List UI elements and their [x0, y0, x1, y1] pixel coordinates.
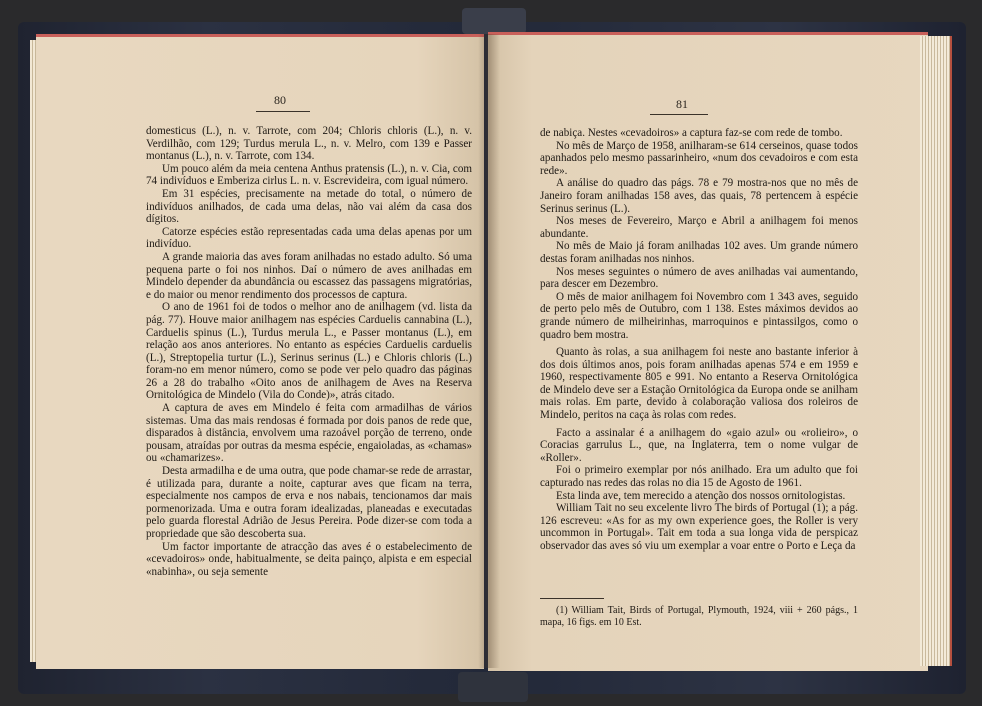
- paragraph: A captura de aves em Mindelo é feita com armadilhas de vários sistemas. Uma das mais rendosas é formada por dois panos de rede que, disparados à distância, envolvem uma razoável porção de terreno, onde pousam, atraídas por outras da mesma espécie, engaioladas, as «chamas» ou «chamarizes».: [146, 402, 472, 465]
- paragraph: No mês de Março de 1958, anilharam-se 614 cerseinos, quase todos apanhados pelo mesmo passarinheiro, «num dos cevadoiros e com esta rede».: [540, 139, 858, 177]
- paragraph: Nos meses seguintes o número de aves anilhadas vai aumentando, para descer em Dezembro.: [540, 265, 858, 291]
- paragraph: Um pouco além da meia centena Anthus pratensis (L.), n. v. Cia, com 74 indivíduos e Emberiza cirlus L. n. v. Escrevideira, com igual número.: [146, 162, 472, 188]
- book-spine-top: [462, 8, 526, 34]
- paragraph: Esta linda ave, tem merecido a atenção dos nossos ornitologistas.: [556, 489, 846, 502]
- paragraph: No mês de Maio já foram anilhadas 102 aves. Um grande número destas foram anilhadas nos ninhos.: [540, 240, 858, 265]
- header-rule: [256, 111, 310, 112]
- paragraph: Quanto às rolas, a sua anilhagem foi neste ano bastante inferior à dos dois últimos anos, pois foram anilhadas apenas 574 e em 1959 e 1960, respectivamente 805 e 991. No entanto a Reserva Ornitológica de Mindelo deve ser a Estação Ornitológica da Europa onde se anilham mais rolas. Em parte, devido à colaboração valiosa dos roleiros de Mindelo, peritos na caça às rolas com redes.: [540, 346, 858, 422]
- page-number: 80: [274, 93, 286, 107]
- paragraph: O ano de 1961 foi de todos o melhor ano de anilhagem (vd. lista da pág. 77). Houve maior anilhagem nas espécies Carduelis cannabina (L.), Carduelis spinus (L.), Turdus merula L., e Passer montanus (L.), em relação aos anos anteriores. No entanto as espécies Carduelis carduelis (L.), Streptopelia turtur (L.), Serinus serinus (L.) e Chloris chloris (L.) foram-no em menor número, como se pode ver pelo quadro das páginas 26 a 28 do trabalho «Oito anos de anilhagem de Aves na Reserva Ornitológica de Mindelo (Vila do Conde)», atrás citado.: [146, 301, 472, 402]
- footnote-rule: [540, 598, 604, 599]
- paragraph: Catorze espécies estão representadas cada uma delas apenas por um indivíduo.: [146, 225, 472, 251]
- right-page-body: [540, 127, 858, 553]
- paragraph: A análise do quadro das págs. 78 e 79 mostra-nos que no mês de Janeiro foram anilhadas 158 aves, das quais, 78 pertencem à espécie Serinus serinus (L.).: [540, 177, 858, 215]
- paragraph: Nos meses de Fevereiro, Março e Abril a anilhagem foi menos abundante.: [540, 215, 858, 240]
- paragraph: Em 31 espécies, precisamente na metade do total, o número de indivíduos anilhados, de cada uma delas, não vai além da casa dos dígitos.: [146, 187, 472, 226]
- left-page-body: [146, 125, 472, 578]
- paragraph: Facto a assinalar é a anilhagem do «gaio azul» ou «rolieiro», o Coracias garrulus L., que, na Inglaterra, tem o nome vulgar de «Roller».: [540, 426, 858, 464]
- paragraph: A grande maioria das aves foram anilhadas no estado adulto. Só uma pequena parte o foi nos ninhos. Daí o número de aves anilhadas em Mindelo depender da abundância ou escassez das passagens migratórias, e do maior ou menor rendimento dos processos de captura.: [146, 250, 472, 301]
- left-page: [36, 34, 484, 669]
- book-gutter: [478, 34, 500, 668]
- right-page-edges: [920, 36, 952, 666]
- page-number: 81: [676, 97, 688, 111]
- book-spine-bottom: [458, 672, 528, 702]
- paragraph: Um factor importante de atracção das aves é o estabelecimento de «cevadoiros» onde, habitualmente, se deita painço, alpista e em especial «nabinha», ou seja semente: [146, 540, 472, 578]
- paragraph: domesticus (L.), n. v. Tarrote, com 204; Chloris chloris (L.), n. v. Verdilhão, com 129; Turdus merula L., n. v. Melro, com 139 e Passer montanus (L.), n. v. Tarrote, com 134.: [146, 125, 472, 163]
- right-page: [488, 32, 928, 671]
- paragraph: de nabiça. Nestes «cevadoiros» a captura faz-se com rede de tombo.: [540, 127, 843, 139]
- paragraph: William Tait no seu excelente livro The birds of Portugal (1); a pág. 126 escreveu: «As for as my own experience goes, the Roller is very uncommon in Portugal». Tait em toda a sua longa vida de perspicaz observador das aves só viu um exemplar a voar entre o Porto e Leça da: [540, 502, 858, 552]
- paragraph: Desta armadilha e de uma outra, que pode chamar-se rede de arrastar, é utilizada para, durante a noite, capturar aves que ficam na terra, especialmente nos campos de erva e nos nabais, tencionamos dar mais pormenorizada. Uma e outra foram idealizadas, planeadas e executadas pelo guarda florestal Adrião de Jesus Pereira. Pode dizer-se com toda a propriedade que são descoberta sua.: [146, 465, 472, 540]
- paragraph: Foi o primeiro exemplar por nós anilhado. Era um adulto que foi capturado nas redes das rolas no dia 15 de Agosto de 1961.: [540, 464, 858, 490]
- footnote: (1) William Tait, Birds of Portugal, Plymouth, 1924, viii + 260 págs., 1 mapa, 16 figs. em 10 Est.: [540, 605, 858, 628]
- header-rule: [650, 114, 708, 115]
- paragraph: O mês de maior anilhagem foi Novembro com 1 343 aves, seguido de perto pelo mês de Outubro, com 1 138. Estes máximos devidos ao grande número de milheirinhas, marroquinos e pintassilgos, como o quadro bem mostra.: [540, 290, 858, 341]
